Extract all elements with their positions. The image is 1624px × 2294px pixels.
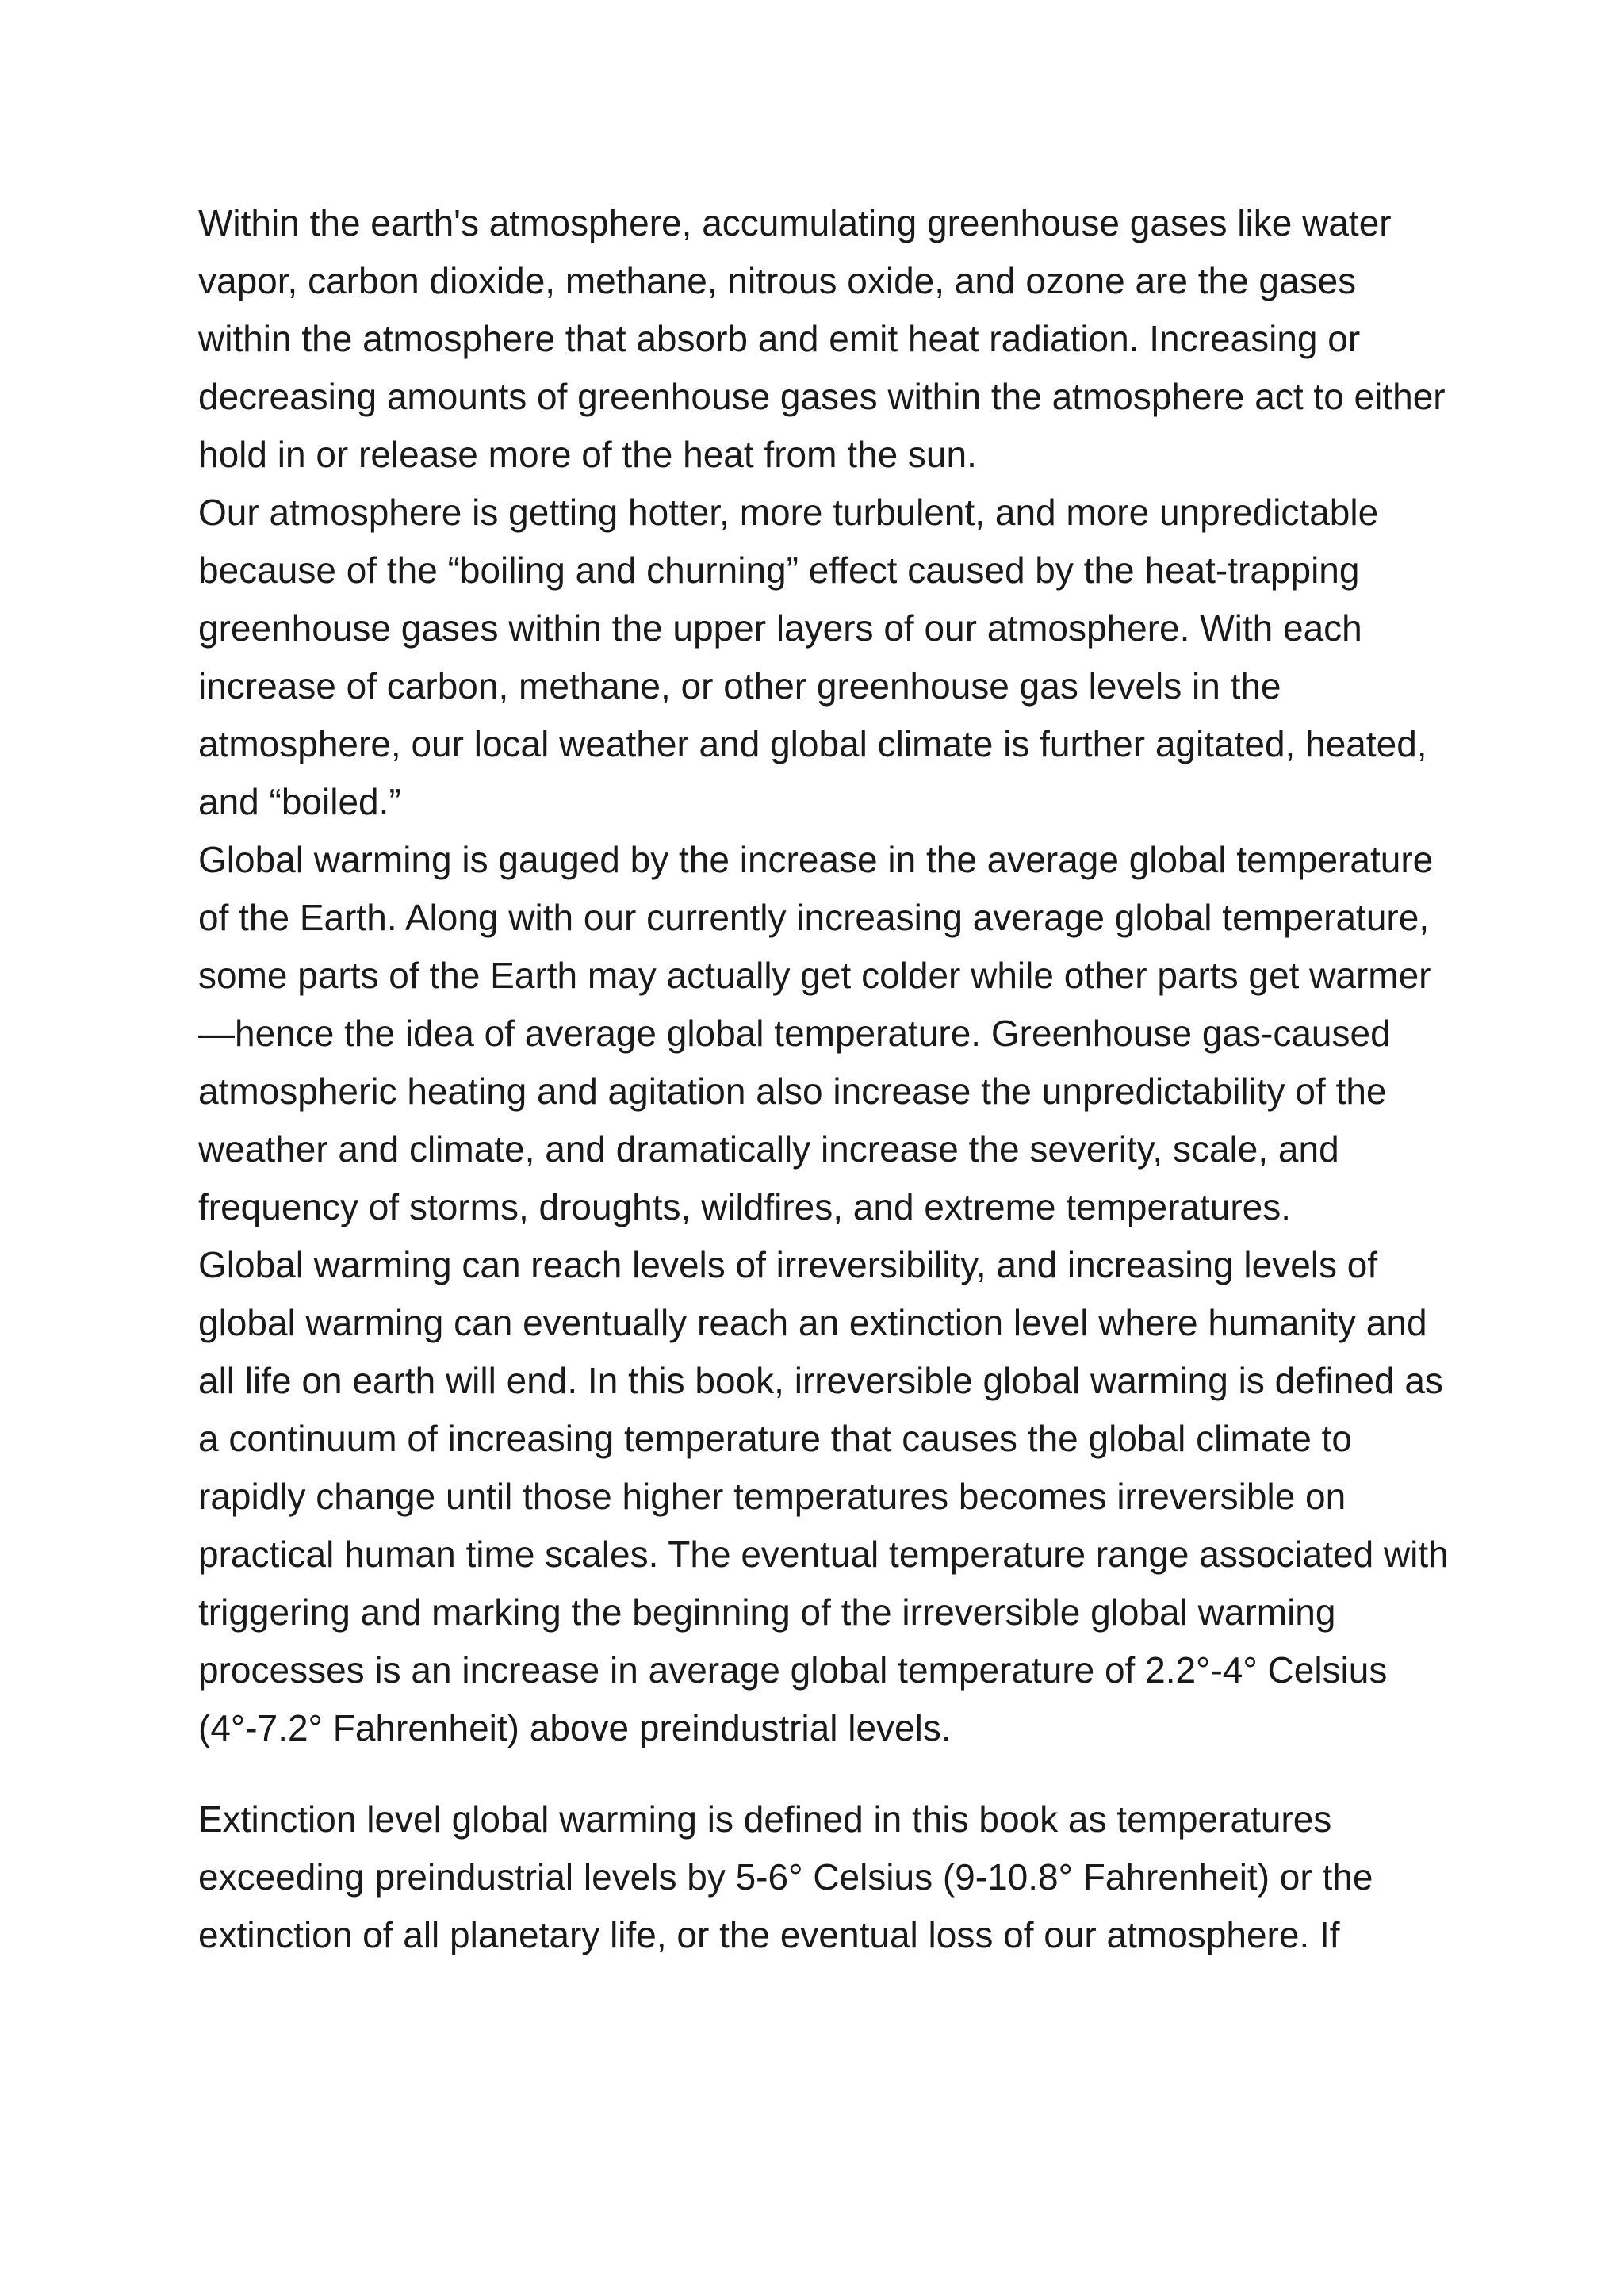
paragraph-greenhouse-gases: Within the earth's atmosphere, accumulating greenhouse gases like water vapor, carbon dioxide, methane, nitrous oxide, and ozone are the gases within the atmosphere that absorb and emit heat radiation. Increasing or decreasing amounts of greenhouse gases within the atmosphere act to either hold in or release more of the heat from the sun. (198, 202, 1446, 475)
paragraph-atmosphere-hotter: Our atmosphere is getting hotter, more turbulent, and more unpredictable because of the “boiling and churning” effect caused by the heat-trapping greenhouse gases within the upper layers of our atmosphere. With each increase of carbon, methane, or other greenhouse gas levels in the atmosphere, our local weather and global climate is further agitated, heated, and “boiled.” (198, 492, 1427, 822)
document-page (198, 194, 1451, 1964)
paragraph-extinction-level: Extinction level global warming is defined in this book as temperatures exceeding preindustrial levels by 5-6° Celsius (9-10.8° Fahrenheit) or the extinction of all planetary life, or the eventual loss of our atmosphere. If (198, 1798, 1373, 1955)
paragraph-irreversibility: Global warming can reach levels of irreversibility, and increasing levels of global warming can eventually reach an extinction level where humanity and all life on earth will end. In this book, irreversible global warming is defined as a continuum of increasing temperature that causes the global climate to rapidly change until those higher temperatures becomes irreversible on practical human time scales. The eventual temperature range associated with triggering and marking the beginning of the irreversible global warming processes is an increase in average global temperature of 2.2°-4° Celsius (4°-7.2° Fahrenheit) above preindustrial levels. (198, 1244, 1449, 1748)
paragraph-global-warming-gauge: Global warming is gauged by the increase in the average global temperature of the Earth. Along with our currently increasing average global temperature, some parts of the Earth may actually get colder while other parts get warmer—hence the idea of average global temperature. Greenhouse gas-caused atmospheric heating and agitation also increase the unpredictability of the weather and climate, and dramatically increase the severity, scale, and frequency of storms, droughts, wildfires, and extreme temperatures. (198, 839, 1434, 1227)
